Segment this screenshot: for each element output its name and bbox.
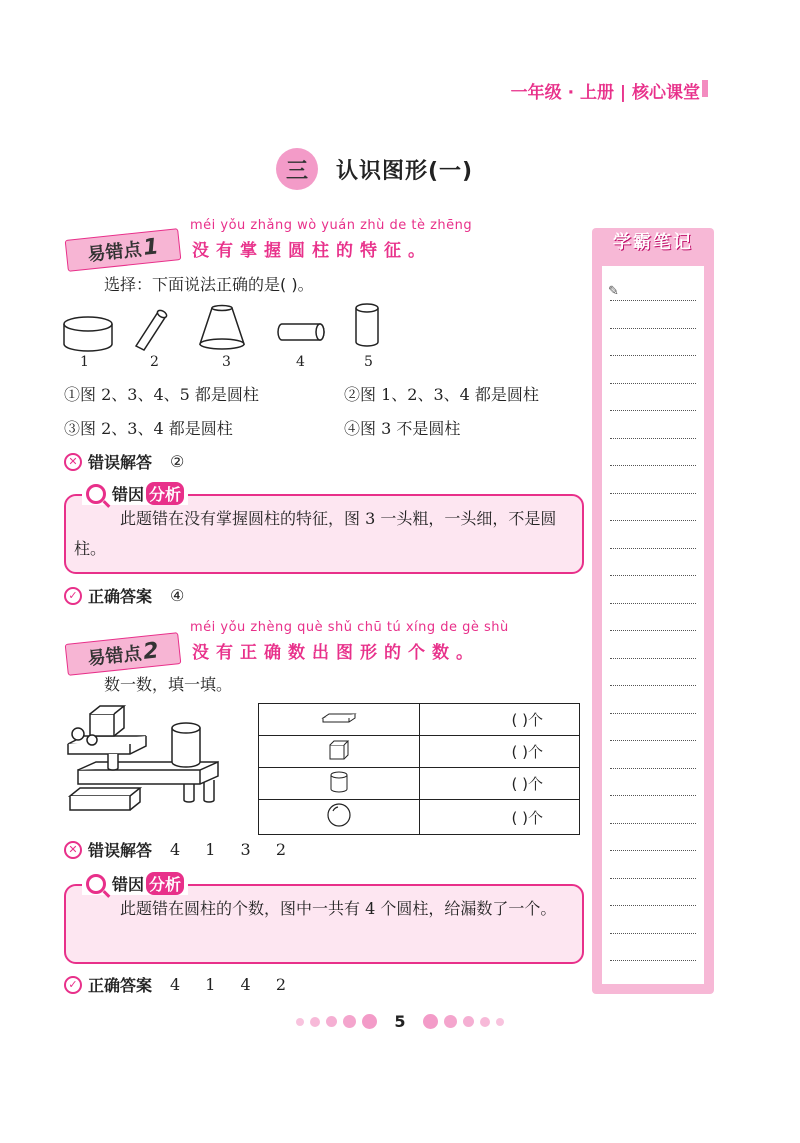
analysis-title: 错因 分析 — [82, 872, 188, 895]
header-text — [511, 78, 700, 103]
cylinder-icon — [327, 770, 351, 794]
count-cell[interactable]: ( )个 — [420, 800, 580, 835]
figure-1-cylinder — [64, 317, 112, 351]
ruled-line — [610, 493, 696, 494]
notes-title: 学霸笔记 — [613, 232, 693, 253]
cube-cell — [259, 736, 420, 768]
decor-dot — [463, 1016, 474, 1027]
cuboid-cell — [259, 704, 420, 736]
analysis-text: 此题错在没有掌握圆柱的特征，图 3 一头粗，一头细，不是圆柱。 — [74, 509, 557, 558]
decor-dot — [444, 1015, 457, 1028]
ruled-line — [610, 713, 696, 714]
header-bar — [702, 80, 708, 97]
decor-dot — [343, 1015, 356, 1028]
magnifier-icon — [86, 484, 106, 504]
ruled-line — [610, 410, 696, 411]
correct-answer-row — [64, 584, 194, 607]
decor-dot — [496, 1018, 504, 1026]
tag-label: 易错点 — [86, 643, 143, 670]
count-table — [258, 703, 580, 835]
wrong-mark-icon: ✕ — [64, 841, 82, 859]
analysis-text: 此题错在圆柱的个数，图中一共有 4 个圆柱，给漏数了一个。 — [120, 899, 557, 918]
analysis-title: 错因 分析 — [82, 482, 188, 505]
correct-answer-label: 正确答案 — [88, 587, 153, 606]
figure-label: 5 — [364, 354, 373, 370]
decor-dot — [326, 1016, 337, 1027]
ruled-line — [610, 823, 696, 824]
ruled-line — [610, 603, 696, 604]
figure-label: 4 — [296, 354, 305, 370]
heading-pinyin: méi yǒu zhǎng wò yuán zhù de tè zhēng — [190, 218, 473, 233]
ruled-line — [610, 520, 696, 521]
ruled-line — [610, 795, 696, 796]
grade-label: 一年级 · 上册 | 核心课堂 — [510, 83, 700, 103]
notes-paper[interactable] — [602, 266, 704, 984]
cube-icon — [324, 739, 354, 761]
magnifier-icon — [86, 874, 106, 894]
wrong-answer-row — [64, 838, 296, 861]
correct-answer-row — [64, 973, 296, 996]
count-cell[interactable]: ( )个 — [420, 768, 580, 800]
ruled-line — [610, 438, 696, 439]
ruled-line — [610, 658, 696, 659]
decor-dot — [310, 1017, 320, 1027]
ruled-line — [610, 575, 696, 576]
wrong-answer-value: ② — [170, 452, 195, 471]
figure-2-slanted-cylinder — [136, 309, 168, 350]
wrong-answer-label: 错误解答 — [88, 841, 153, 860]
cuboid-icon — [319, 710, 359, 726]
figure-label: 2 — [150, 354, 159, 370]
sphere-cell — [259, 800, 420, 835]
ruled-line — [610, 933, 696, 934]
wrong-answer-row — [64, 450, 194, 473]
wrong-mark-icon: ✕ — [64, 453, 82, 471]
figure-label: 3 — [222, 354, 231, 370]
ruled-line — [610, 905, 696, 906]
tag-number: 1 — [141, 233, 160, 261]
correct-answer-label: 正确答案 — [88, 976, 153, 995]
option-2: ②图 1、2、3、4 都是圆柱 — [344, 385, 539, 404]
figure-4-horizontal-cylinder — [278, 324, 324, 340]
ruled-line — [610, 768, 696, 769]
ruled-line — [610, 740, 696, 741]
decor-dot — [480, 1017, 490, 1027]
tag-number: 2 — [141, 637, 160, 665]
count-cell[interactable]: ( )个 — [420, 736, 580, 768]
question-text: 数一数，填一填。 — [104, 675, 233, 694]
ruled-line — [610, 383, 696, 384]
ruled-line — [610, 850, 696, 851]
option-1: ①图 2、3、4、5 都是圆柱 — [64, 385, 259, 404]
cylinder-cell — [259, 768, 420, 800]
section-heading: 没有掌握圆柱的特征。 — [192, 241, 432, 261]
figure-label: 1 — [80, 354, 89, 370]
check-mark-icon: ✓ — [64, 587, 82, 605]
ruled-line — [610, 300, 696, 301]
analysis-box — [64, 494, 584, 574]
block-construction-drawing — [60, 700, 240, 824]
chapter-badge: 三 — [276, 148, 318, 190]
wrong-answer-label: 错误解答 — [88, 453, 153, 472]
pencil-icon: ✎ — [608, 284, 619, 299]
ruled-line — [610, 685, 696, 686]
figure-5-upright-cylinder — [356, 304, 378, 346]
analysis-box — [64, 884, 584, 964]
page-number: 5 — [394, 1012, 406, 1031]
ruled-line — [610, 630, 696, 631]
error-point-tag-2 — [65, 632, 182, 676]
correct-answer-value: ④ — [170, 586, 195, 605]
decor-dot — [362, 1014, 377, 1029]
option-3: ③图 2、3、4 都是圆柱 — [64, 419, 233, 438]
tag-label: 易错点 — [86, 239, 143, 266]
ruled-line — [610, 960, 696, 961]
decor-dot — [423, 1014, 438, 1029]
ruled-line — [610, 355, 696, 356]
section-heading: 没有正确数出图形的个数。 — [192, 643, 480, 663]
question-text: 选择：下面说法正确的是( )。 — [104, 275, 314, 294]
ruled-line — [610, 328, 696, 329]
heading-pinyin: méi yǒu zhèng què shǔ chū tú xíng de gè shù — [190, 620, 509, 635]
option-4: ④图 3 不是圆柱 — [344, 419, 461, 438]
ruled-line — [610, 465, 696, 466]
sphere-icon — [325, 801, 353, 829]
table-row — [259, 800, 580, 835]
check-mark-icon: ✓ — [64, 976, 82, 994]
count-cell[interactable]: ( )个 — [420, 704, 580, 736]
correct-answer-value: 4 1 4 2 — [170, 975, 296, 994]
page-footer — [0, 1012, 800, 1031]
table-row — [259, 768, 580, 800]
wrong-answer-value: 4 1 3 2 — [170, 840, 296, 859]
ruled-line — [610, 878, 696, 879]
table-row — [259, 736, 580, 768]
chapter-title: 认识图形(一) — [336, 159, 474, 184]
figure-3-frustum — [200, 306, 244, 350]
ruled-line — [610, 548, 696, 549]
error-point-tag-1 — [65, 228, 182, 272]
table-row — [259, 704, 580, 736]
decor-dot — [296, 1018, 304, 1026]
